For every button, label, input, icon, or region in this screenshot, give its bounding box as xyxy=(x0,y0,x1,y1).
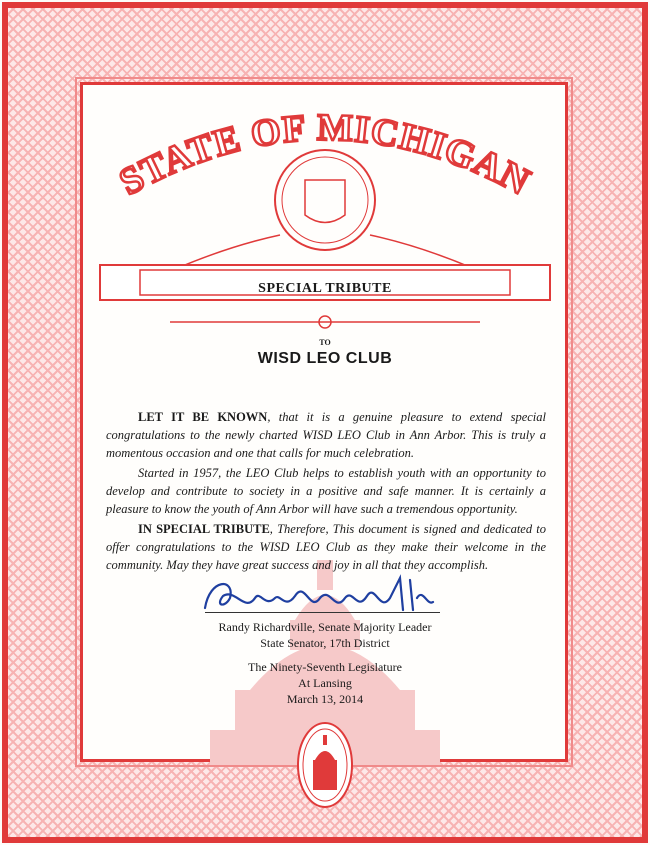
signature-line xyxy=(205,612,440,613)
paragraph-text: , that it is a genuine pleasure to extend special congratulations to the newly charted WISD LEO Club in Ann Arbor. This is truly a momentous occasion and one that calls for much celebration. xyxy=(106,409,546,460)
svg-text:STATE OF MICHIGAN xyxy=(113,107,537,204)
paragraph-in-special-tribute xyxy=(106,520,546,574)
capitol-emblem-icon xyxy=(296,720,354,810)
recipient-name: WISD LEO CLUB xyxy=(257,350,393,367)
paragraph-started: Started in 1957, the LEO Club helps to establish youth with an opportunity to develop and contribute to society in a positive and safe manner. It is certainly a pleasure to know the youth of Ann Arbor will have such a tremendous opportunity. xyxy=(106,465,546,516)
paragraph-lead: IN SPECIAL TRIBUTE xyxy=(138,521,270,536)
paragraph-text: , Therefore, This document is signed and dedicated to offer congratulations to the WISD LEO Club as they make their welcome in the community. May they have great success and joy in all that they accomplish. xyxy=(106,521,546,572)
legislature: The Ninety-Seventh Legislature xyxy=(248,660,402,674)
paragraph-let-it-be-known xyxy=(106,408,546,462)
signer-district: State Senator, 17th District xyxy=(260,636,390,650)
paragraph-lead: LET IT BE KNOWN xyxy=(138,409,268,424)
to-label: TO xyxy=(319,338,331,347)
state-title: STATE OF MICHIGAN xyxy=(112,106,538,204)
special-tribute-heading: SPECIAL TRIBUTE xyxy=(258,281,392,296)
state-header-graphic xyxy=(90,100,560,340)
location: At Lansing xyxy=(298,676,352,690)
date: March 13, 2014 xyxy=(286,692,364,706)
signer-name-title: Randy Richardville, Senate Majority Leader xyxy=(218,620,432,634)
